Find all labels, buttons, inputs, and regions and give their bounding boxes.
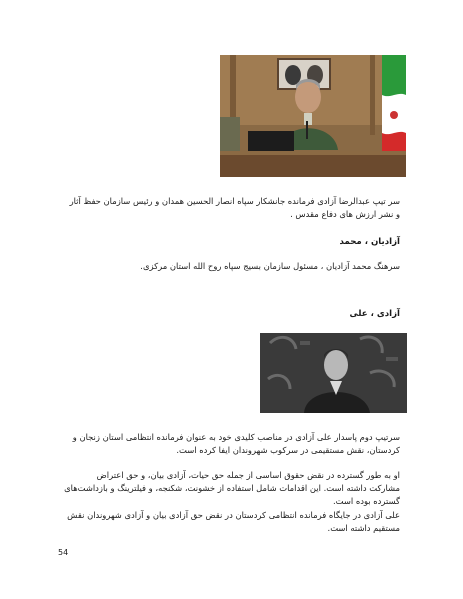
photo-azadi-ali-illustration [260, 333, 407, 413]
page-number: 54 [58, 548, 69, 557]
heading-azadi-ali: آزادی ، علی [349, 309, 400, 319]
photo-azadi-abdolreza-illustration [220, 55, 406, 177]
bio-azadian-mohammad: سرهنگ محمد آزادیان ، مسئول سازمان بسیج سپاه روح الله استان مرکزی. [140, 261, 400, 271]
paragraph-azadi-ali-3: علی آزادی در جایگاه فرمانده انتظامی کردستان در نقض حق آزادی بیان و آزادی شهروندان نقش مستقیم داشته است. [67, 510, 400, 533]
photo-azadi-ali [260, 333, 407, 413]
paragraph-azadi-ali-1: سرتیپ دوم پاسدار علی آزادی در مناصب کلیدی خود به عنوان فرمانده انتظامی استان زنجان و کردستان، نقش مستقیمی در سرکوب شهروندان ایفا کرده است. [72, 432, 400, 455]
caption-azadi-abdolreza: سر تیپ عبدالرضا آزادی فرمانده جانشکار سپاه انصار الحسین همدان و رئیس سازمان حفظ آثار و نشر ارزش های دفاع مقدس . [69, 196, 400, 219]
paragraph-azadi-ali-2: او به طور گسترده در نقض حقوق اساسی از جمله حق حیات، آزادی بیان، و حق اعتراض مشارکت داشته است. این اقدامات شامل استفاده از خشونت، شکنجه، و فیلترینگ و بازداشت‌های گسترده بوده است. [64, 470, 400, 506]
photo-azadi-abdolreza [220, 55, 406, 177]
heading-azadian-mohammad: آزادیان ، محمد [339, 237, 400, 247]
